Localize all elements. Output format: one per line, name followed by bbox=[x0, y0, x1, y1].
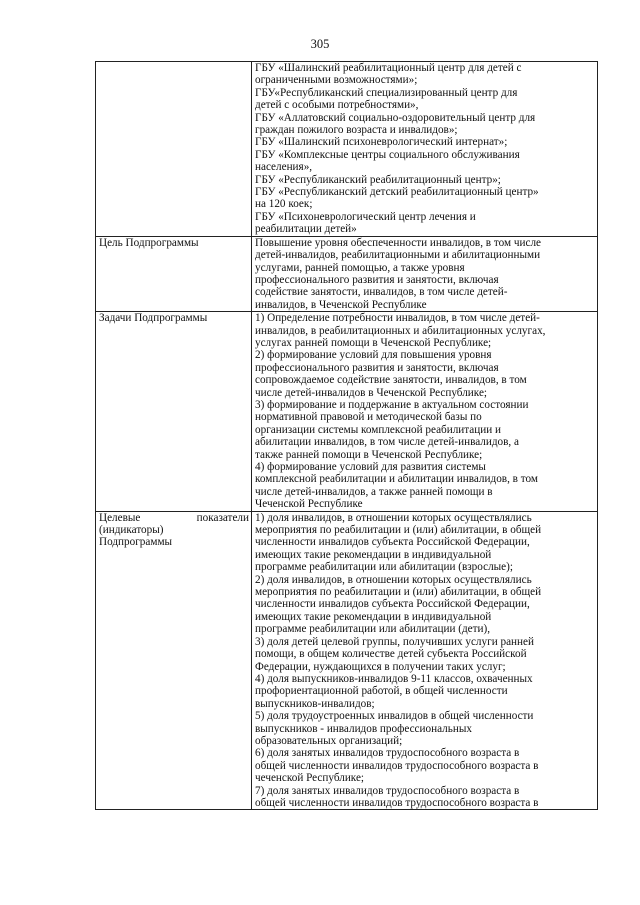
row-content-line: 3) формирование и поддержание в актуальном состоянии bbox=[255, 398, 529, 411]
row-content-line: населения», bbox=[255, 161, 313, 174]
row-content-line: 2) доля инвалидов, в отношении которых осуществлялись bbox=[255, 573, 532, 586]
row-content-line: граждан пожилого возраста и инвалидов»; bbox=[255, 124, 458, 137]
row-content-line: детей с особыми потребностями», bbox=[255, 99, 419, 112]
row-content-line: общей численности инвалидов трудоспособного возраста в bbox=[255, 796, 539, 809]
row-content-line: числе детей-инвалидов в Чеченской Республике; bbox=[255, 386, 488, 399]
row-content-line: инвалидов, в реабилитационных и абилитационных услугах, bbox=[255, 324, 546, 337]
row-content-line: 1) Определение потребности инвалидов, в том числе детей- bbox=[255, 312, 540, 325]
row-content-line: сопровождаемое содействие занятости, инвалидов, в том bbox=[255, 374, 527, 387]
row-content-line: выпускников-инвалидов; bbox=[255, 697, 375, 710]
row-content-line: 4) доля выпускников-инвалидов 9-11 классов, охваченных bbox=[255, 672, 533, 685]
row-content-line: реабилитации детей» bbox=[255, 223, 357, 236]
row-content-line: услугах ранней помощи в Чеченской Республике; bbox=[255, 336, 492, 349]
row-content-line: ГБУ «Шалинский психоневрологический интернат»; bbox=[255, 136, 508, 149]
row-label-cell bbox=[96, 236, 252, 311]
row-content-line: нормативной правовой и методической базы по bbox=[255, 411, 482, 424]
row-content-line: профессионального развития и занятости, включая bbox=[255, 361, 499, 374]
row-label-cell bbox=[96, 312, 252, 512]
row-content-line: инвалидов, в Чеченской Республике bbox=[255, 298, 427, 311]
row-content-line: услугами, ранней помощью, а также уровня bbox=[255, 261, 465, 274]
row-content-line: ГБУ «Комплексные центры социального обслуживания bbox=[255, 148, 520, 161]
row-content-line: ГБУ«Республиканский специализированный центр для bbox=[255, 86, 518, 99]
row-label-line: (индикаторы) bbox=[99, 524, 164, 537]
row-content-line: помощи, в общем количестве детей субъекта Российской bbox=[255, 648, 527, 661]
row-label-line: Цель Подпрограммы bbox=[99, 236, 199, 249]
table-row bbox=[96, 312, 598, 512]
row-content-line: программе реабилитации или абилитации (дети), bbox=[255, 623, 491, 636]
row-content-line: комплексной реабилитации и абилитации инвалидов, в том bbox=[255, 473, 538, 486]
row-content-cell bbox=[252, 312, 598, 512]
row-content-line: ГБУ «Республиканский детский реабилитационный центр» bbox=[255, 186, 539, 199]
row-content-line: образовательных организаций; bbox=[255, 734, 403, 747]
row-content-line: Чеченской Республике bbox=[255, 498, 363, 511]
row-content-line: Федерации, нуждающихся в получении таких услуг; bbox=[255, 660, 506, 673]
row-content-line: также ранней помощи в Чеченской Республике; bbox=[255, 448, 483, 461]
row-content-cell bbox=[252, 236, 598, 311]
row-label-cell bbox=[96, 511, 252, 810]
row-content-line: ГБУ «Шалинский реабилитационный центр для детей с bbox=[255, 62, 522, 74]
row-content-line: абилитации инвалидов, в том числе детей-инвалидов, а bbox=[255, 436, 519, 449]
row-content-line: детей-инвалидов, реабилитационными и абилитационными bbox=[255, 249, 541, 262]
passport-table bbox=[95, 61, 598, 810]
row-content-line: Повышение уровня обеспеченности инвалидов, в том числе bbox=[255, 236, 541, 249]
row-content-line: 7) доля занятых инвалидов трудоспособного возраста в bbox=[255, 784, 520, 797]
row-content-line: 1) доля инвалидов, в отношении которых осуществлялись bbox=[255, 511, 532, 524]
row-content-line: мероприятия по реабилитации и (или) абилитации, в общей bbox=[255, 524, 542, 537]
row-label-line: Подпрограммы bbox=[99, 536, 173, 549]
row-content-line: ГБУ «Аллатовский социально-оздоровительный центр для bbox=[255, 111, 536, 124]
row-content-line: мероприятия по реабилитации и (или) абилитации, в общей bbox=[255, 586, 542, 599]
row-content-line: ГБУ «Республиканский реабилитационный центр»; bbox=[255, 173, 501, 186]
row-label-line: Задачи Подпрограммы bbox=[99, 312, 208, 325]
row-content-line: общей численности инвалидов трудоспособного возраста в bbox=[255, 759, 539, 772]
row-content-line: 2) формирование условий для повышения уровня bbox=[255, 349, 492, 362]
row-content-line: ограниченными возможностями»; bbox=[255, 74, 418, 87]
page-number: 305 bbox=[310, 37, 330, 51]
row-content-line: 3) доля детей целевой группы, получивших услуги ранней bbox=[255, 635, 534, 648]
row-content-line: профориентационной работой, в общей численности bbox=[255, 685, 508, 698]
row-content-line: организации системы комплексной реабилитации и bbox=[255, 423, 502, 436]
row-content-line: 5) доля трудоустроенных инвалидов в общей численности bbox=[255, 710, 534, 723]
row-content-line: содействие занятости, инвалидов, в том числе детей- bbox=[255, 286, 508, 299]
row-label-cell bbox=[96, 62, 252, 237]
table-row bbox=[96, 511, 598, 810]
row-content-line: имеющих такие рекомендации в индивидуальной bbox=[255, 610, 492, 623]
row-content-line: числе детей-инвалидов, а также ранней помощи в bbox=[255, 485, 493, 498]
row-content-cell bbox=[252, 62, 598, 237]
row-content-line: 6) доля занятых инвалидов трудоспособного возраста в bbox=[255, 747, 520, 760]
table-row bbox=[96, 62, 598, 237]
row-content-line: численности инвалидов субъекта Российской Федерации, bbox=[255, 598, 530, 611]
row-content-line: 4) формирование условий для развития системы bbox=[255, 461, 486, 473]
row-content-line: ГБУ «Психоневрологический центр лечения и bbox=[255, 210, 476, 223]
row-content-line: программе реабилитации или абилитации (взрослые); bbox=[255, 561, 513, 574]
row-content-line: имеющих такие рекомендации в индивидуальной bbox=[255, 548, 492, 561]
row-content-line: выпускников - инвалидов профессиональных bbox=[255, 722, 472, 735]
row-content-line: профессионального развития и занятости, включая bbox=[255, 273, 499, 286]
table-row bbox=[96, 236, 598, 311]
row-content-cell bbox=[252, 511, 598, 810]
row-content-line: численности инвалидов субъекта Российской Федерации, bbox=[255, 536, 530, 549]
row-label-line: Целевые показатели bbox=[99, 511, 249, 524]
row-content-line: чеченской Республике; bbox=[255, 772, 365, 785]
row-content-line: на 120 коек; bbox=[255, 198, 313, 211]
